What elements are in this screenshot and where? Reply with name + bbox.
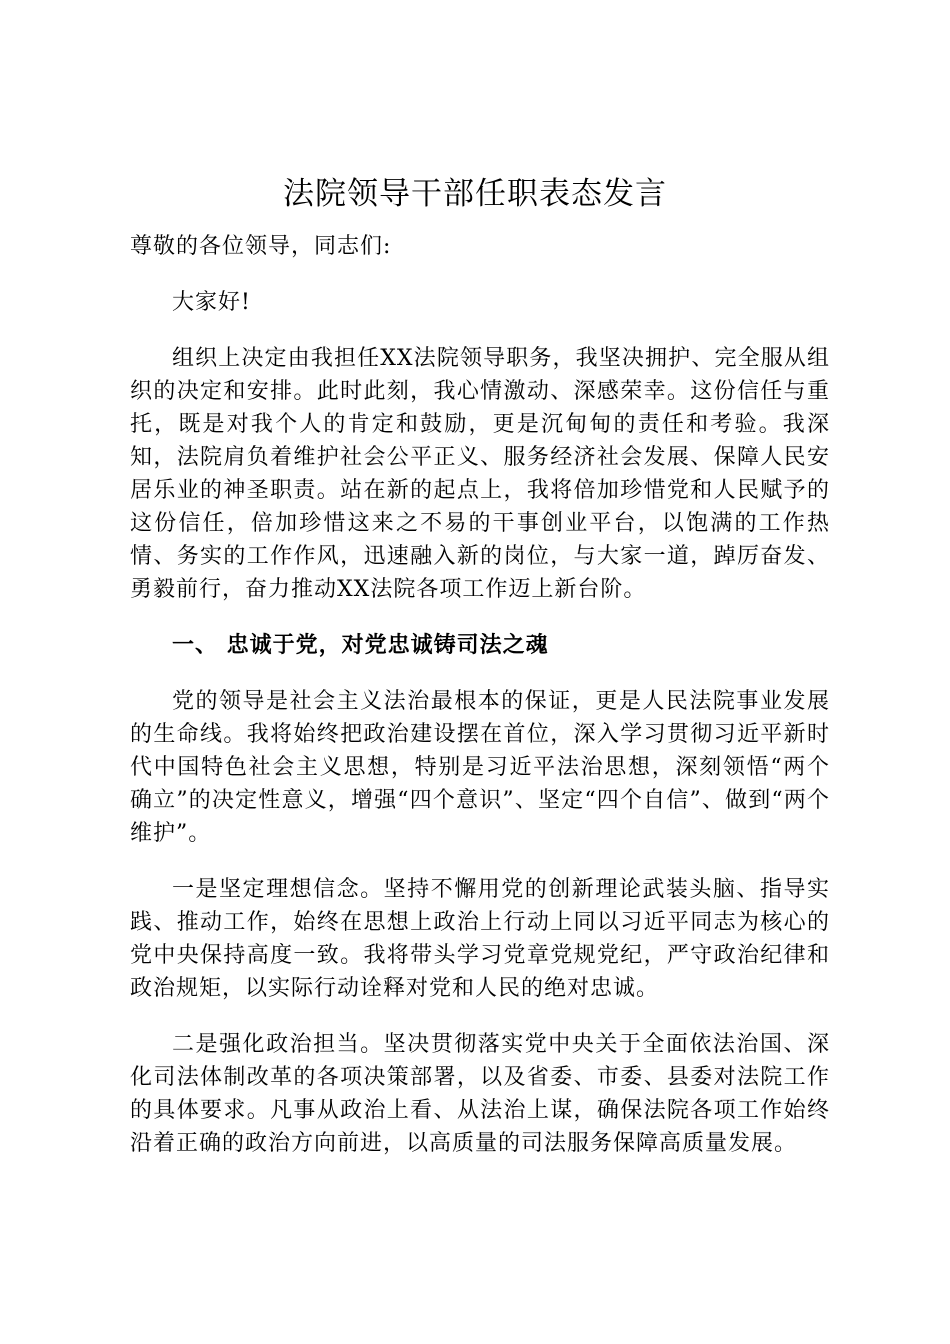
paragraph-gap: [130, 263, 830, 286]
paragraph-gap: [130, 319, 830, 342]
section-paragraph: 党的领导是社会主义法治最根本的保证，更是人民法院事业发展的生命线。我将始终把政治建设摆在首位，深入学习贯彻习近平新时代中国特色社会主义思想，特别是习近平法治思想，深刻领悟“两个确立”的决定性意义，增强“四个意识”、坚定“四个自信”、做到“两个维护”。: [130, 689, 830, 846]
paragraph-gap: [130, 606, 830, 629]
document-title: 法院领导干部任职表态发言: [283, 176, 667, 212]
paragraph-gap: [130, 850, 830, 873]
section-paragraph: 二是强化政治担当。坚决贯彻落实党中央关于全面依法治国、深化司法体制改革的各项决策部署，以及省委、市委、县委对法院工作的具体要求。凡事从政治上看、从法治上谋，确保法院各项工作始终沿着正确的政治方向前进，以高质量的司法服务保障高质量发展。: [130, 1032, 830, 1156]
section-paragraph: 一是坚定理想信念。坚持不懈用党的创新理论武装头脑、指导实践、推动工作，始终在思想上政治上行动上同以习近平同志为核心的党中央保持高度一致。我将带头学习党章党规党纪，严守政治纪律和政治规矩，以实际行动诠释对党和人民的绝对忠诚。: [130, 877, 830, 1001]
paragraph-gap: [130, 662, 830, 685]
intro-paragraph: 组织上决定由我担任XX法院领导职务，我坚决拥护、完全服从组织的决定和安排。此时此刻，我心情激动、深感荣幸。这份信任与重托，既是对我个人的肯定和鼓励，更是沉甸甸的责任和考验。我深知，法院肩负着维护社会公平正义、服务经济社会发展、保障人民安居乐业的神圣职责。站在新的起点上，我将倍加珍惜党和人民赋予的这份信任，倍加珍惜这来之不易的干事创业平台，以饱满的工作热情、务实的工作作风，迅速融入新的岗位，与大家一道，踔厉奋发、勇毅前行，奋力推动XX法院各项工作迈上新台阶。: [130, 346, 830, 602]
paragraph-gap: [130, 1005, 830, 1028]
section-heading: 一、 忠诚于党，对党忠诚铸司法之魂: [172, 633, 549, 658]
greeting: 大家好!: [172, 290, 251, 315]
salutation: 尊敬的各位领导，同志们:: [130, 234, 392, 259]
document-body: [130, 230, 830, 1160]
